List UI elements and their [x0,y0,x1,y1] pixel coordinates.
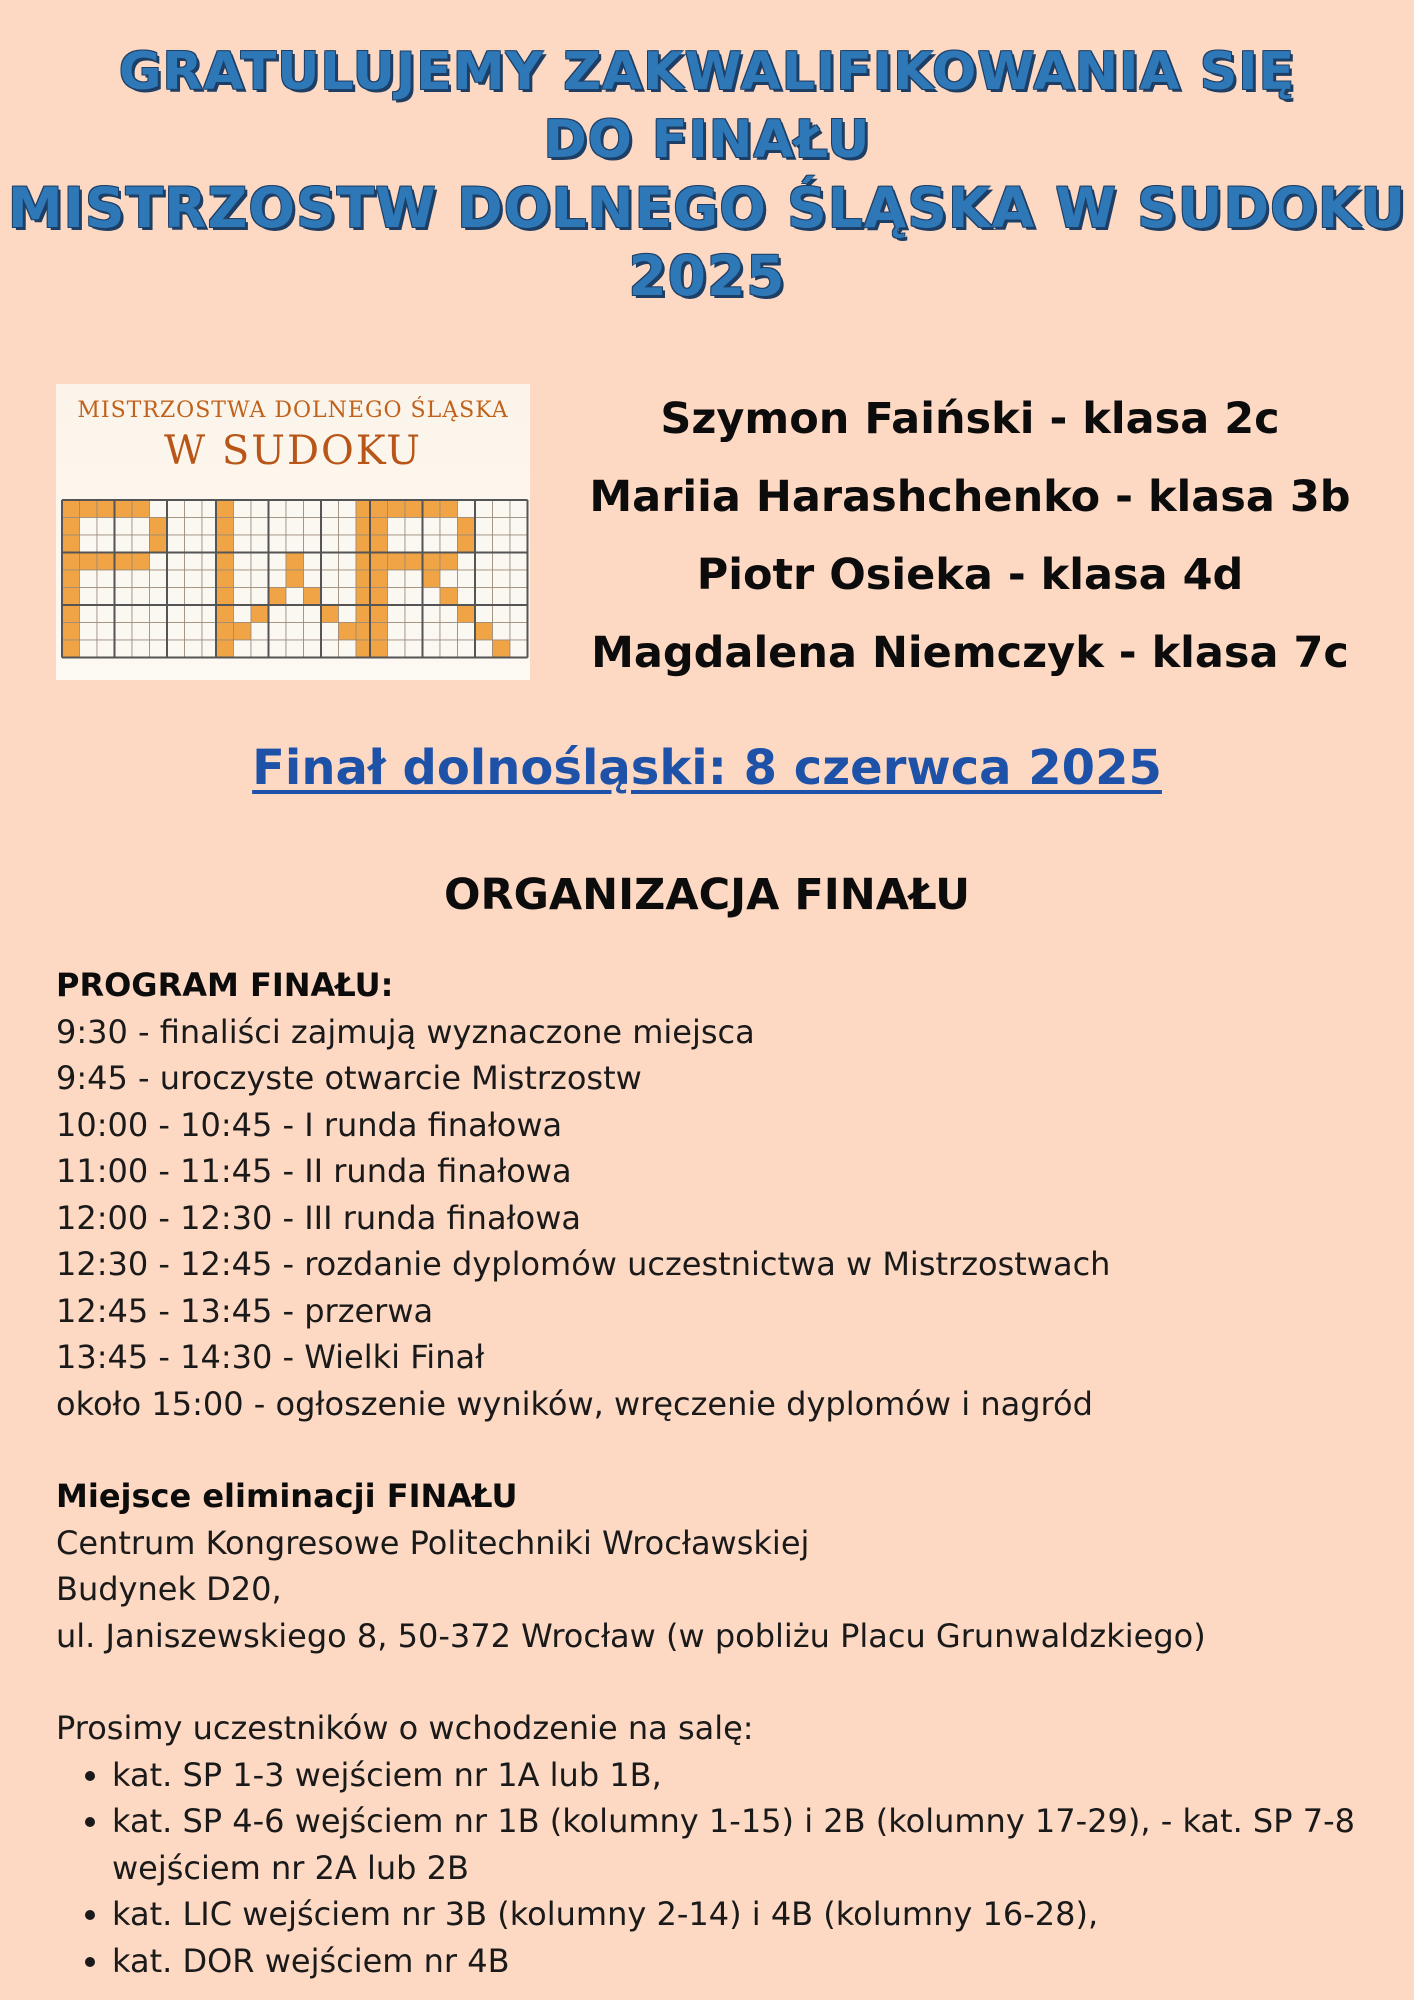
entrances-list [56,1752,1376,1985]
finalist-item: Szymon Faiński - klasa 2c [660,394,1280,444]
program-item: około 15:00 - ogłoszenie wyników, wręczenie dyplomów i nagród [56,1384,1093,1423]
sudoku-championship-logo [56,384,530,680]
final-date-link[interactable]: Finał dolnośląski: 8 czerwca 2025 [252,740,1162,796]
main-content [56,962,1376,1984]
venue-heading: Miejsce eliminacji FINAŁU [56,1477,518,1515]
venue-line: ul. Janiszewskiego 8, 50-372 Wrocław (w pobliżu Placu Grunwaldzkiego) [56,1616,1206,1655]
entrance-item: • kat. SP 4-6 wejściem nr 1B (kolumny 1-15) i 2B (kolumny 17-29), - kat. SP 7-8 wejściem nr 2A lub 2B [112,1798,1376,1891]
program-item: 10:00 - 10:45 - I runda finałowa [56,1105,563,1144]
sudoku-grids-pwr-image [56,488,530,680]
finalist-item: Piotr Osieka - klasa 4d [696,550,1244,600]
finalist-item: Magdalena Niemczyk - klasa 7c [591,628,1349,678]
logo-line-2: W SUDOKU [164,428,422,474]
organization-heading: ORGANIZACJA FINAŁU [443,870,971,920]
program-item: 12:45 - 13:45 - przerwa [56,1291,434,1330]
program-item: 9:30 - finaliści zajmują wyznaczone miejsca [56,1012,755,1051]
title-line-1: GRATULUJEMY ZAKWALIFIKOWANIA SIĘ [118,42,1296,102]
program-item: 12:00 - 12:30 - III runda finałowa [56,1198,582,1237]
title-line-3: MISTRZOSTW DOLNEGO ŚLĄSKA W SUDOKU 2025 [7,176,1407,308]
program-item: 9:45 - uroczyste otwarcie Mistrzostw [56,1059,642,1097]
program-item: 11:00 - 11:45 - II runda finałowa [56,1152,572,1190]
title-line-2: DO FINAŁU [543,110,871,170]
entrance-item: • kat. DOR wejściem nr 4B [112,1938,1376,1985]
finalists-list [560,380,1380,692]
entrance-item: • kat. LIC wejściem nr 3B (kolumny 2-14) i 4B (kolumny 16-28), [112,1891,1376,1938]
entrances-intro: Prosimy uczestników o wchodzenie na salę: [56,1709,754,1747]
entrance-item: • kat. SP 1-3 wejściem nr 1A lub 1B, [112,1752,1376,1799]
program-item: 12:30 - 12:45 - rozdanie dyplomów uczestnictwa w Mistrzostwach [56,1245,1111,1283]
logo-line-1: MISTRZOSTWA DOLNEGO ŚLĄSKA [77,398,509,423]
program-item: 13:45 - 14:30 - Wielki Finał [56,1338,485,1376]
page-title [0,38,1414,310]
program-heading: PROGRAM FINAŁU: [56,966,394,1004]
venue-line: Budynek D20, [56,1570,282,1608]
venue-line: Centrum Kongresowe Politechniki Wrocławskiej [56,1523,810,1562]
finalist-item: Mariia Harashchenko - klasa 3b [589,472,1351,522]
